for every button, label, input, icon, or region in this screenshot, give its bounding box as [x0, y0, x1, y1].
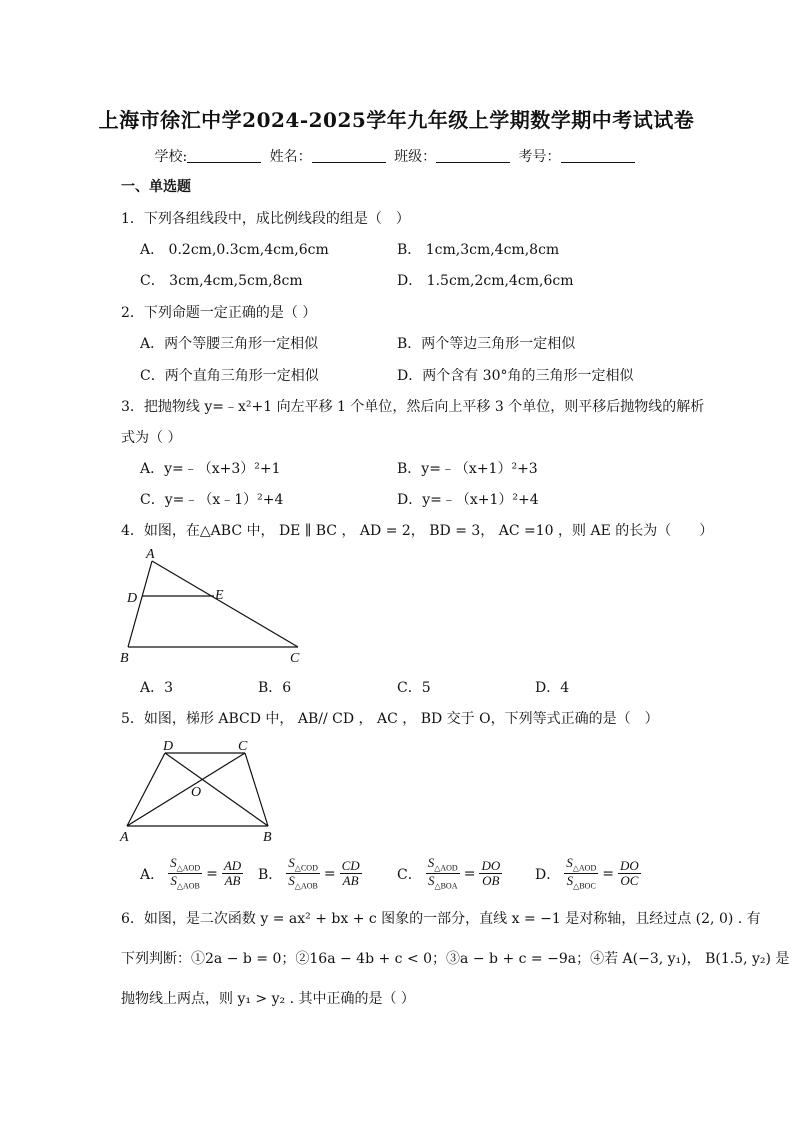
- q5-option-c: [397, 856, 502, 892]
- q5-label-c: C: [238, 739, 248, 754]
- q5-label-b: B: [263, 830, 272, 845]
- q5-a-sub2: △AOB: [176, 881, 200, 891]
- q5-c-length-ratio: [479, 859, 502, 889]
- q5-diagonal-ac: [127, 753, 245, 826]
- q5-d-sub2: △BOC: [573, 881, 596, 891]
- q4-label-a: A: [146, 547, 155, 562]
- q5-option-b: [258, 856, 362, 892]
- q5-option-c-letter: C．: [397, 866, 422, 883]
- q3-option-c: C．y=﹣（x﹣1）²+4: [140, 492, 284, 508]
- q5-option-d: [535, 856, 641, 892]
- q5-label-a: A: [120, 830, 129, 845]
- q1-option-a: A． 0.2cm,0.3cm,4cm,6cm: [140, 242, 329, 258]
- q5-b-length-ratio: [340, 859, 362, 889]
- question-3-stem-line1: 3．把抛物线 y=﹣x²+1 向左平移 1 个单位，然后向上平移 3 个单位，则平移后抛物线的解析: [121, 399, 705, 415]
- class-blank[interactable]: [436, 148, 510, 163]
- q4-option-a: A．3: [140, 680, 174, 696]
- q5-c-r2: OB: [482, 873, 500, 889]
- q5-d-area-ratio: [564, 856, 598, 892]
- q5-d-s1: S: [566, 855, 573, 870]
- q1-option-b: B． 1cm,3cm,4cm,8cm: [397, 242, 560, 258]
- q5-option-a-letter: A．: [140, 866, 165, 883]
- section-heading: 一、单选题: [121, 179, 191, 195]
- q5-a-s2: S: [170, 873, 177, 889]
- q5-label-o: O: [191, 785, 202, 800]
- q5-b-area-ratio: [286, 856, 320, 892]
- q5-option-a: [140, 856, 243, 892]
- q3-option-d: D．y=﹣（x+1）²+4: [397, 492, 539, 508]
- q5-trapezoid-figure: [115, 736, 285, 846]
- q5-b-s2: S: [288, 873, 295, 889]
- q5-a-length-ratio: [222, 859, 243, 889]
- q5-diagonal-bd: [165, 753, 268, 826]
- q5-c-area-ratio: [426, 856, 460, 892]
- q5-c-s1: S: [427, 855, 435, 870]
- q5-d-r2: OC: [620, 873, 639, 889]
- name-label: 姓名：: [269, 149, 312, 165]
- q4-label-e: E: [215, 588, 224, 603]
- q5-b-r2: AB: [342, 873, 359, 889]
- q5-d-s2: S: [566, 873, 574, 889]
- q4-label-c: C: [290, 651, 300, 666]
- exam-no-blank[interactable]: [561, 148, 635, 163]
- q5-a-r1: AD: [223, 858, 242, 874]
- question-6-line1: 6．如图，是二次函数 y = ax² + bx + c 图象的一部分，直线 x = −1 是对称轴，且经过点 (2, 0) . 有: [121, 911, 761, 927]
- q3-option-a: A．y=﹣（x+3）²+1: [140, 461, 281, 477]
- q1-option-c: C． 3cm,4cm,5cm,8cm: [140, 273, 303, 289]
- student-info-line: [0, 146, 793, 166]
- q5-a-s1: S: [170, 855, 177, 870]
- q5-c-sub2: △BOA: [434, 881, 458, 891]
- school-label: 学校:: [154, 149, 188, 165]
- q5-d-length-ratio: [618, 859, 641, 889]
- q4-option-c: C．5: [397, 680, 431, 696]
- class-label: 班级：: [394, 149, 437, 165]
- q5-a-r2: AB: [224, 873, 241, 889]
- q5-b-sub2: △AOB: [294, 881, 318, 891]
- page-title: 上海市徐汇中学2024-2025学年九年级上学期数学期中考试试卷: [98, 108, 695, 132]
- q5-b-sub1: △COD: [294, 863, 318, 873]
- q5-c-s2: S: [427, 873, 435, 889]
- q5-b-equals: =: [323, 865, 336, 882]
- q5-c-r1: DO: [481, 858, 501, 874]
- exam-no-label: 考号：: [518, 149, 561, 165]
- q5-option-d-letter: D．: [535, 866, 561, 883]
- q5-side-bc: [245, 753, 268, 826]
- q5-b-r1: CD: [341, 858, 360, 874]
- question-6-line3: 抛物线上两点，则 y₁ > y₂ . 其中正确的是（ ）: [121, 991, 415, 1007]
- q5-label-d: D: [163, 739, 174, 754]
- question-3-stem-line2: 式为（ ）: [121, 430, 182, 446]
- q5-a-equals: =: [206, 865, 218, 882]
- q5-d-sub1: △AOD: [572, 863, 597, 873]
- q2-option-c: C．两个直角三角形一定相似: [140, 368, 319, 384]
- q5-side-ad: [127, 753, 165, 826]
- q2-option-b: B．两个等边三角形一定相似: [397, 336, 576, 352]
- question-1-stem: 1．下列各组线段中，成比例线段的组是（ ）: [121, 211, 410, 227]
- q1-option-d: D． 1.5cm,2cm,4cm,6cm: [397, 273, 574, 289]
- q5-option-b-letter: B．: [258, 866, 283, 883]
- q2-option-d: D．两个含有 30°角的三角形一定相似: [397, 368, 634, 384]
- q4-option-b: B．6: [258, 680, 292, 696]
- q4-label-b: B: [120, 651, 129, 666]
- question-4-stem: 4．如图，在△ABC 中， DE ∥ BC ， AD = 2， BD = 3， AC =10 ，则 AE 的长为（ ）: [121, 523, 714, 539]
- q4-option-d: D．4: [535, 680, 570, 696]
- name-blank[interactable]: [312, 148, 386, 163]
- q4-side-ac: [152, 561, 298, 647]
- q5-a-sub1: △AOD: [176, 863, 201, 873]
- question-5-stem: 5．如图，梯形 ABCD 中， AB// CD ， AC ， BD 交于 O，下列等式正确的是（ ）: [121, 711, 659, 727]
- q5-c-sub1: △AOD: [434, 863, 458, 873]
- question-2-stem: 2．下列命题一定正确的是（ ）: [121, 305, 317, 321]
- question-6-line2: 下列判断：①2a − b = 0；②16a − 4b + c < 0；③a − b + c = −9a；④若 A(−3, y₁)， B(1.5, y₂) 是: [121, 951, 790, 967]
- q4-triangle-figure: [115, 544, 315, 669]
- q3-option-b: B．y=﹣（x+1）²+3: [397, 461, 538, 477]
- q5-d-equals: =: [602, 865, 614, 882]
- q5-d-r1: DO: [619, 858, 639, 874]
- q5-a-area-ratio: [168, 856, 202, 892]
- q5-b-s1: S: [288, 855, 295, 870]
- q5-c-equals: =: [463, 865, 476, 882]
- q4-label-d: D: [127, 591, 138, 606]
- q2-option-a: A．两个等腰三角形一定相似: [140, 336, 319, 352]
- school-blank[interactable]: [187, 148, 261, 163]
